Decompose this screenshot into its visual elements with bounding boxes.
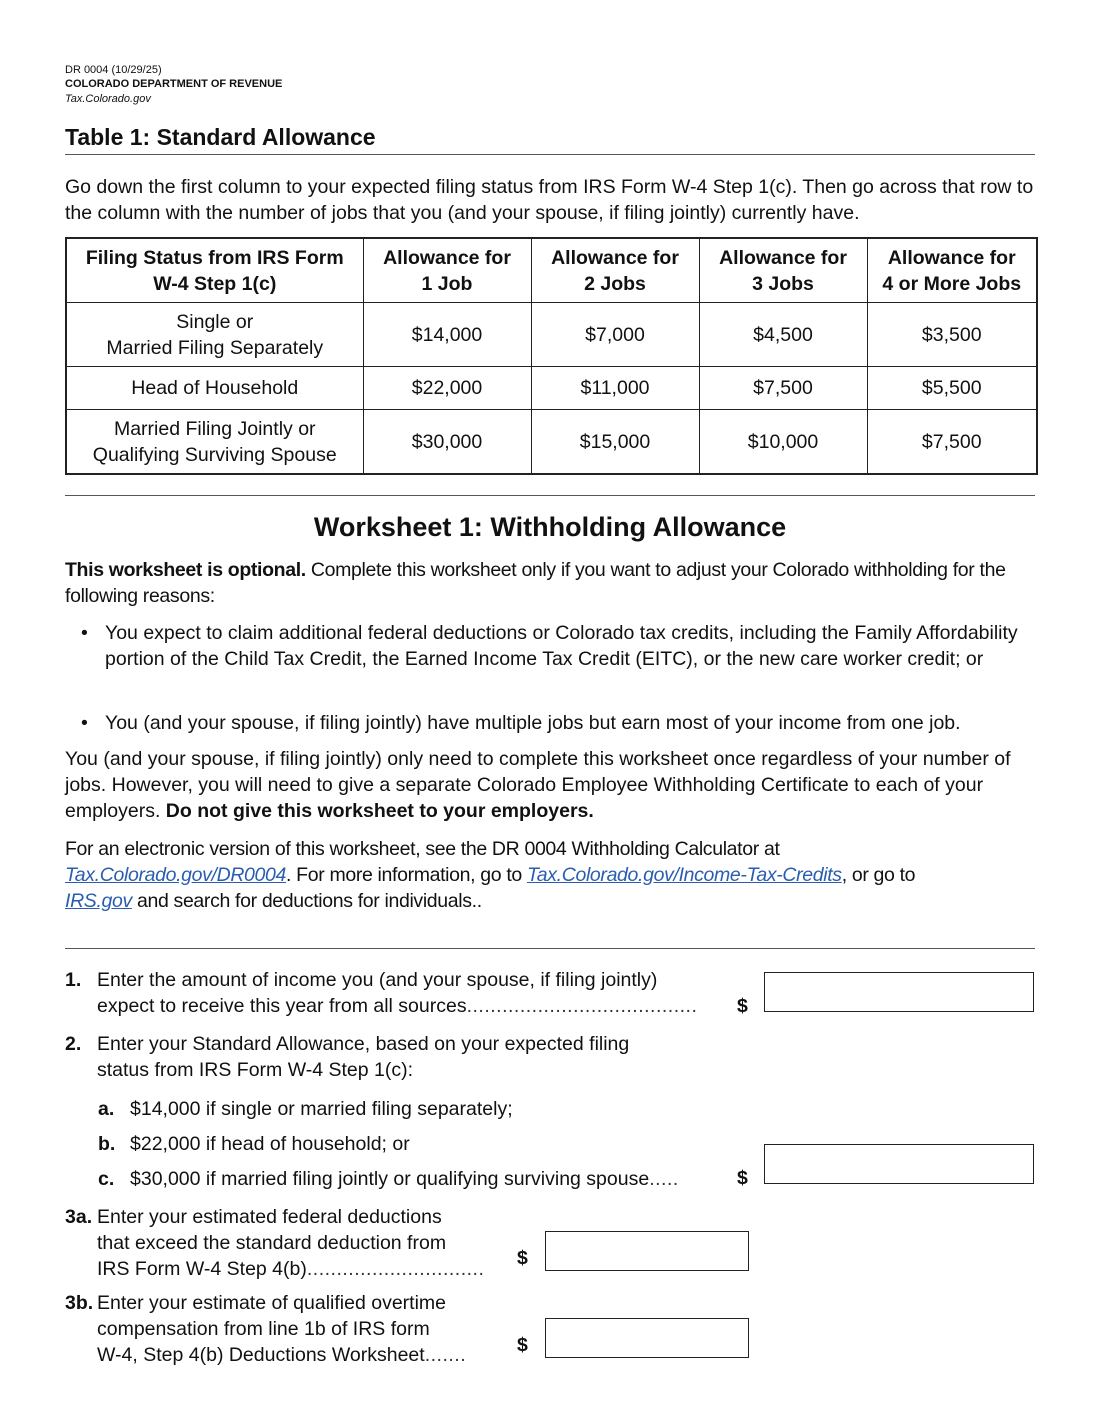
table-cell: $7,500: [867, 410, 1037, 475]
electronic-text: . For more information, go to: [286, 864, 527, 886]
line-text-cont: expect to receive this year from all sources: [97, 995, 467, 1017]
sub-text: $22,000 if head of household; or: [130, 1133, 410, 1155]
department-name: COLORADO DEPARTMENT OF REVENUE: [65, 78, 283, 90]
line-text: compensation from line 1b of IRS form: [97, 1318, 430, 1340]
sub-number: c.: [98, 1168, 115, 1190]
line-3b: [65, 1290, 515, 1368]
electronic-text: , or go to: [841, 864, 916, 886]
line-number: 3a.: [65, 1206, 93, 1228]
income-tax-credits-link[interactable]: Tax.Colorado.gov/Income-Tax-Credits: [526, 864, 842, 886]
line-number: 1.: [65, 969, 82, 991]
table-cell: $15,000: [531, 410, 699, 475]
divider: [65, 154, 1035, 155]
filing-status-cell: Single or Married Filing Separately: [66, 303, 363, 367]
line-1-amount-field[interactable]: [764, 972, 1034, 1012]
line-text: [97, 1342, 515, 1368]
optional-text: Complete this worksheet only if you want to adjust your Colorado withholding for the following reasons:: [65, 559, 1006, 607]
line-text-cont: W-4, Step 4(b) Deductions Worksheet: [97, 1344, 425, 1366]
list-item-text: You expect to claim additional federal deductions or Colorado tax credits, including the Family Affordability portion of the Child Tax Credit, the Earned Income Tax Credit (EITC), or the new care worker credit; or: [105, 622, 1018, 670]
once-paragraph: [65, 746, 1040, 824]
dollar-sign: $: [737, 995, 748, 1017]
filing-status-cell: Head of Household: [66, 367, 363, 410]
table-cell: $7,500: [699, 367, 867, 410]
leader-dots: .....: [649, 1168, 679, 1190]
line-text: Enter your estimate of qualified overtime: [97, 1292, 447, 1314]
department-website: Tax.Colorado.gov: [65, 93, 151, 105]
bullet-icon: •: [81, 712, 88, 734]
list-item-text: You (and your spouse, if filing jointly) have multiple jobs but earn most of your income from one job.: [105, 712, 961, 734]
table-cell: $30,000: [363, 410, 531, 475]
leader-dots: .......................................: [466, 995, 698, 1017]
line-2-amount-field[interactable]: [764, 1144, 1034, 1184]
line-text: that exceed the standard deduction from: [97, 1232, 447, 1254]
table1-title: Table 1: Standard Allowance: [65, 124, 376, 150]
table-cell: $4,500: [699, 303, 867, 367]
dr0004-link[interactable]: Tax.Colorado.gov/DR0004: [65, 864, 287, 886]
line-text-cont: IRS Form W-4 Step 4(b): [97, 1258, 307, 1280]
dollar-sign: $: [737, 1167, 748, 1189]
electronic-version-paragraph: [65, 836, 1040, 914]
standard-allowance-table: [65, 237, 1038, 475]
table-row: [66, 303, 1037, 367]
line-text: [97, 993, 765, 1019]
list-item: [65, 620, 1040, 672]
divider: [65, 948, 1035, 949]
line-1: [65, 967, 765, 1019]
line-3a: [65, 1204, 515, 1282]
table-cell: $10,000: [699, 410, 867, 475]
line-text: Enter your estimated federal deductions: [97, 1206, 442, 1228]
table-cell: $5,500: [867, 367, 1037, 410]
table1-instructions: Go down the first column to your expected filing status from IRS Form W-4 Step 1(c). Then go across that row to the column with the number of jobs that you (and your spouse, if filing jointly) currently have.: [65, 176, 1034, 224]
do-not-give-warning: Do not give this worksheet to your employers.: [165, 800, 594, 822]
line-2c: [98, 1166, 679, 1192]
sub-number: b.: [98, 1133, 116, 1155]
electronic-text: For an electronic version of this worksheet, see the DR 0004 Withholding Calculator at: [65, 838, 780, 860]
irs-link[interactable]: IRS.gov: [65, 890, 132, 912]
column-header: Allowance for 4 or More Jobs: [867, 238, 1037, 303]
form-number: DR 0004 (10/29/25): [65, 64, 162, 76]
list-item: [65, 710, 1040, 736]
table-row: [66, 410, 1037, 475]
worksheet-title: Worksheet 1: Withholding Allowance: [313, 512, 787, 542]
leader-dots: .......: [424, 1344, 467, 1366]
sub-number: a.: [98, 1098, 115, 1120]
column-header: Allowance for 2 Jobs: [531, 238, 699, 303]
line-text: status from IRS Form W-4 Step 1(c):: [97, 1059, 414, 1081]
line-number: 2.: [65, 1033, 82, 1055]
column-header: Allowance for 1 Job: [363, 238, 531, 303]
table-cell: $3,500: [867, 303, 1037, 367]
sub-text: $14,000 if single or married filing separately;: [130, 1098, 513, 1120]
line-2b: [98, 1131, 410, 1157]
table-cell: $7,000: [531, 303, 699, 367]
filing-status-cell: Married Filing Jointly or Qualifying Surviving Spouse: [66, 410, 363, 475]
column-header: Allowance for 3 Jobs: [699, 238, 867, 303]
optional-paragraph: [65, 557, 1040, 609]
line-number: 3b.: [65, 1292, 94, 1314]
bullet-icon: •: [81, 622, 88, 644]
dollar-sign: $: [517, 1247, 528, 1269]
dollar-sign: $: [517, 1334, 528, 1356]
column-header: Filing Status from IRS Form W-4 Step 1(c): [66, 238, 363, 303]
electronic-text: and search for deductions for individuals..: [131, 890, 482, 912]
sub-text: $30,000 if married filing jointly or qualifying surviving spouse: [130, 1168, 650, 1190]
line-text: [97, 1256, 515, 1282]
leader-dots: ..............................: [306, 1258, 485, 1280]
line-2a: [98, 1096, 513, 1122]
optional-notice: This worksheet is optional.: [65, 559, 306, 581]
line-text: Enter your Standard Allowance, based on your expected filing: [97, 1033, 630, 1055]
line-text: Enter the amount of income you (and your spouse, if filing jointly): [97, 969, 658, 991]
table-cell: $22,000: [363, 367, 531, 410]
table-row: [66, 367, 1037, 410]
line-3b-amount-field[interactable]: [545, 1318, 749, 1358]
once-text: You (and your spouse, if filing jointly) only need to complete this worksheet once regardless of your number of jobs. However, you will need to give a separate Colorado Employee Withholding Certificate to each of your employers.: [65, 748, 1011, 822]
divider: [65, 495, 1035, 496]
table-header-row: [66, 238, 1037, 303]
table-cell: $14,000: [363, 303, 531, 367]
table-cell: $11,000: [531, 367, 699, 410]
line-3a-amount-field[interactable]: [545, 1231, 749, 1271]
line-2: [65, 1031, 745, 1083]
